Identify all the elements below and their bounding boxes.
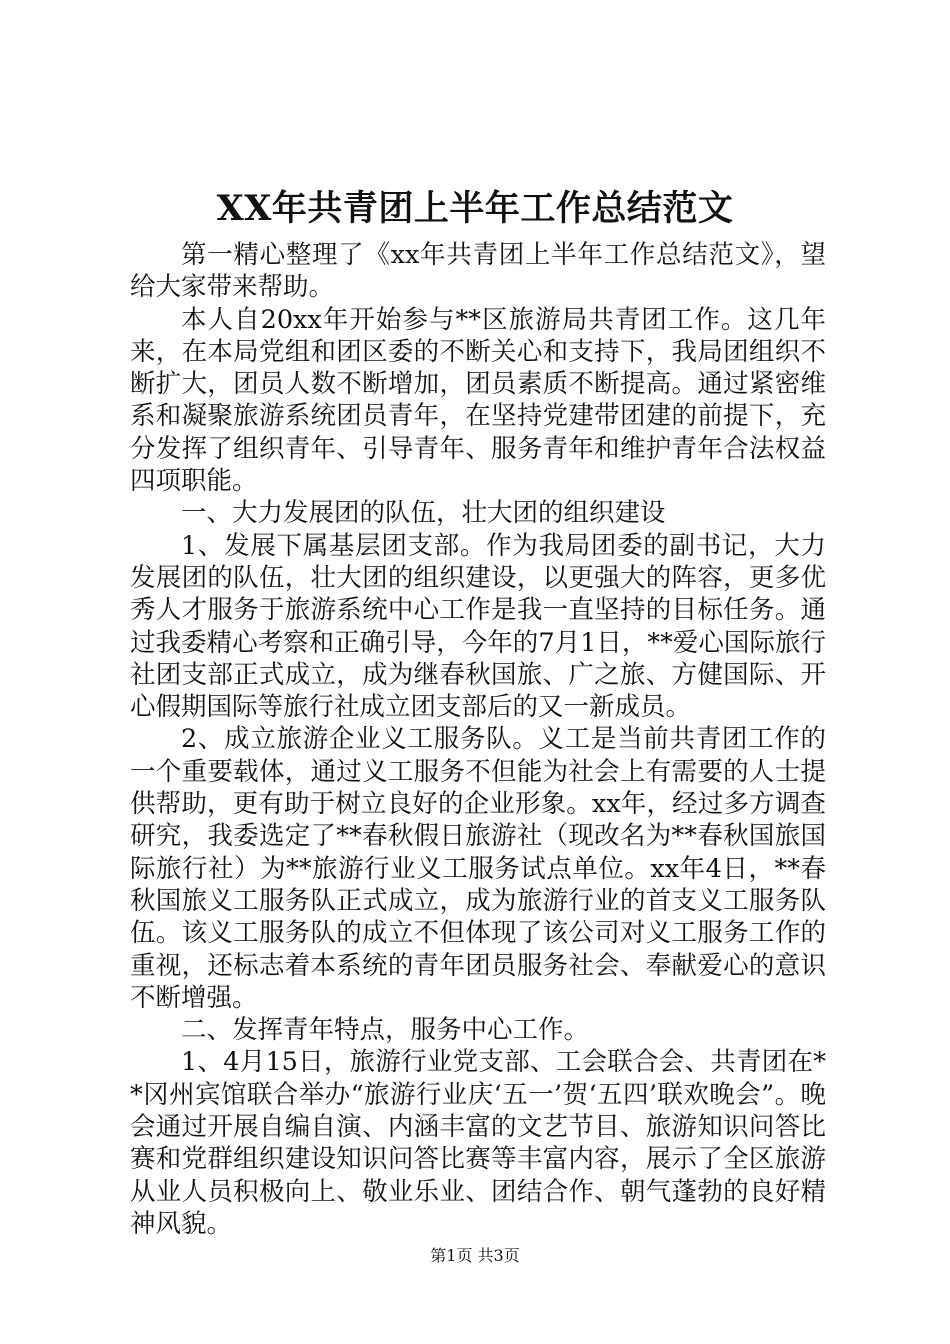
document-body — [130, 239, 826, 1240]
paragraph-1-2: 2、成立旅游企业义工服务队。义工是当前共青团工作的一个重要载体，通过义工服务不但能为社会上有需要的人士提供帮助，更有助于树立良好的企业形象。xx年，经过多方调查研究，我委选定了**春秋假日旅游社（现改名为**春秋国旅国际旅行社）为**旅游行业义工服务试点单位。xx年4日，**春秋国旅义工服务队正式成立，成为旅游行业的首支义工服务队伍。该义工服务队的成立不但体现了该公司对义工服务工作的重视，还标志着本系统的青年团员服务社会、奉献爱心的意识不断增强。 — [130, 724, 826, 1013]
page-footer: 第1页 共3页 — [430, 1246, 520, 1265]
section-heading-1: 一、大力发展团的队伍，壮大团的组织建设 — [181, 498, 666, 529]
section-heading-2: 二、发挥青年特点，服务中心工作。 — [181, 1015, 590, 1046]
paragraph-intro: 第一精心整理了《xx年共青团上半年工作总结范文》，望给大家带来帮助。 — [130, 240, 826, 303]
paragraph-2-1: 1、4月15日，旅游行业党支部、工会联合会、共青团在**冈州宾馆联合举办“旅游行业庆‘五一’贺‘五四’联欢晚会”。晚会通过开展自编自演、内涵丰富的文艺节目、旅游知识问答比赛和党群组织建设知识问答比赛等丰富内容，展示了全区旅游从业人员积极向上、敬业乐业、团结合作、朝气蓬勃的良好精神风貌。 — [130, 1047, 826, 1239]
document-title: XX年共青团上半年工作总结范文 — [216, 188, 734, 229]
paragraph-overview: 本人自20xx年开始参与**区旅游局共青团工作。这几年来，在本局党组和团区委的不断关心和支持下，我局团组织不断扩大，团员人数不断增加，团员素质不断提高。通过紧密维系和凝聚旅游系统团员青年，在坚持党建带团建的前提下，充分发挥了组织青年、引导青年、服务青年和维护青年合法权益四项职能。 — [130, 304, 826, 497]
paragraph-1-1: 1、发展下属基层团支部。作为我局团委的副书记，大力发展团的队伍，壮大团的组织建设，以更强大的阵容，更多优秀人才服务于旅游系统中心工作是我一直坚持的目标任务。通过我委精心考察和正确引导，今年的7月1日，**爱心国际旅行社团支部正式成立，成为继春秋国旅、广之旅、方健国际、开心假期国际等旅行社成立团支部后的又一新成员。 — [130, 530, 826, 723]
